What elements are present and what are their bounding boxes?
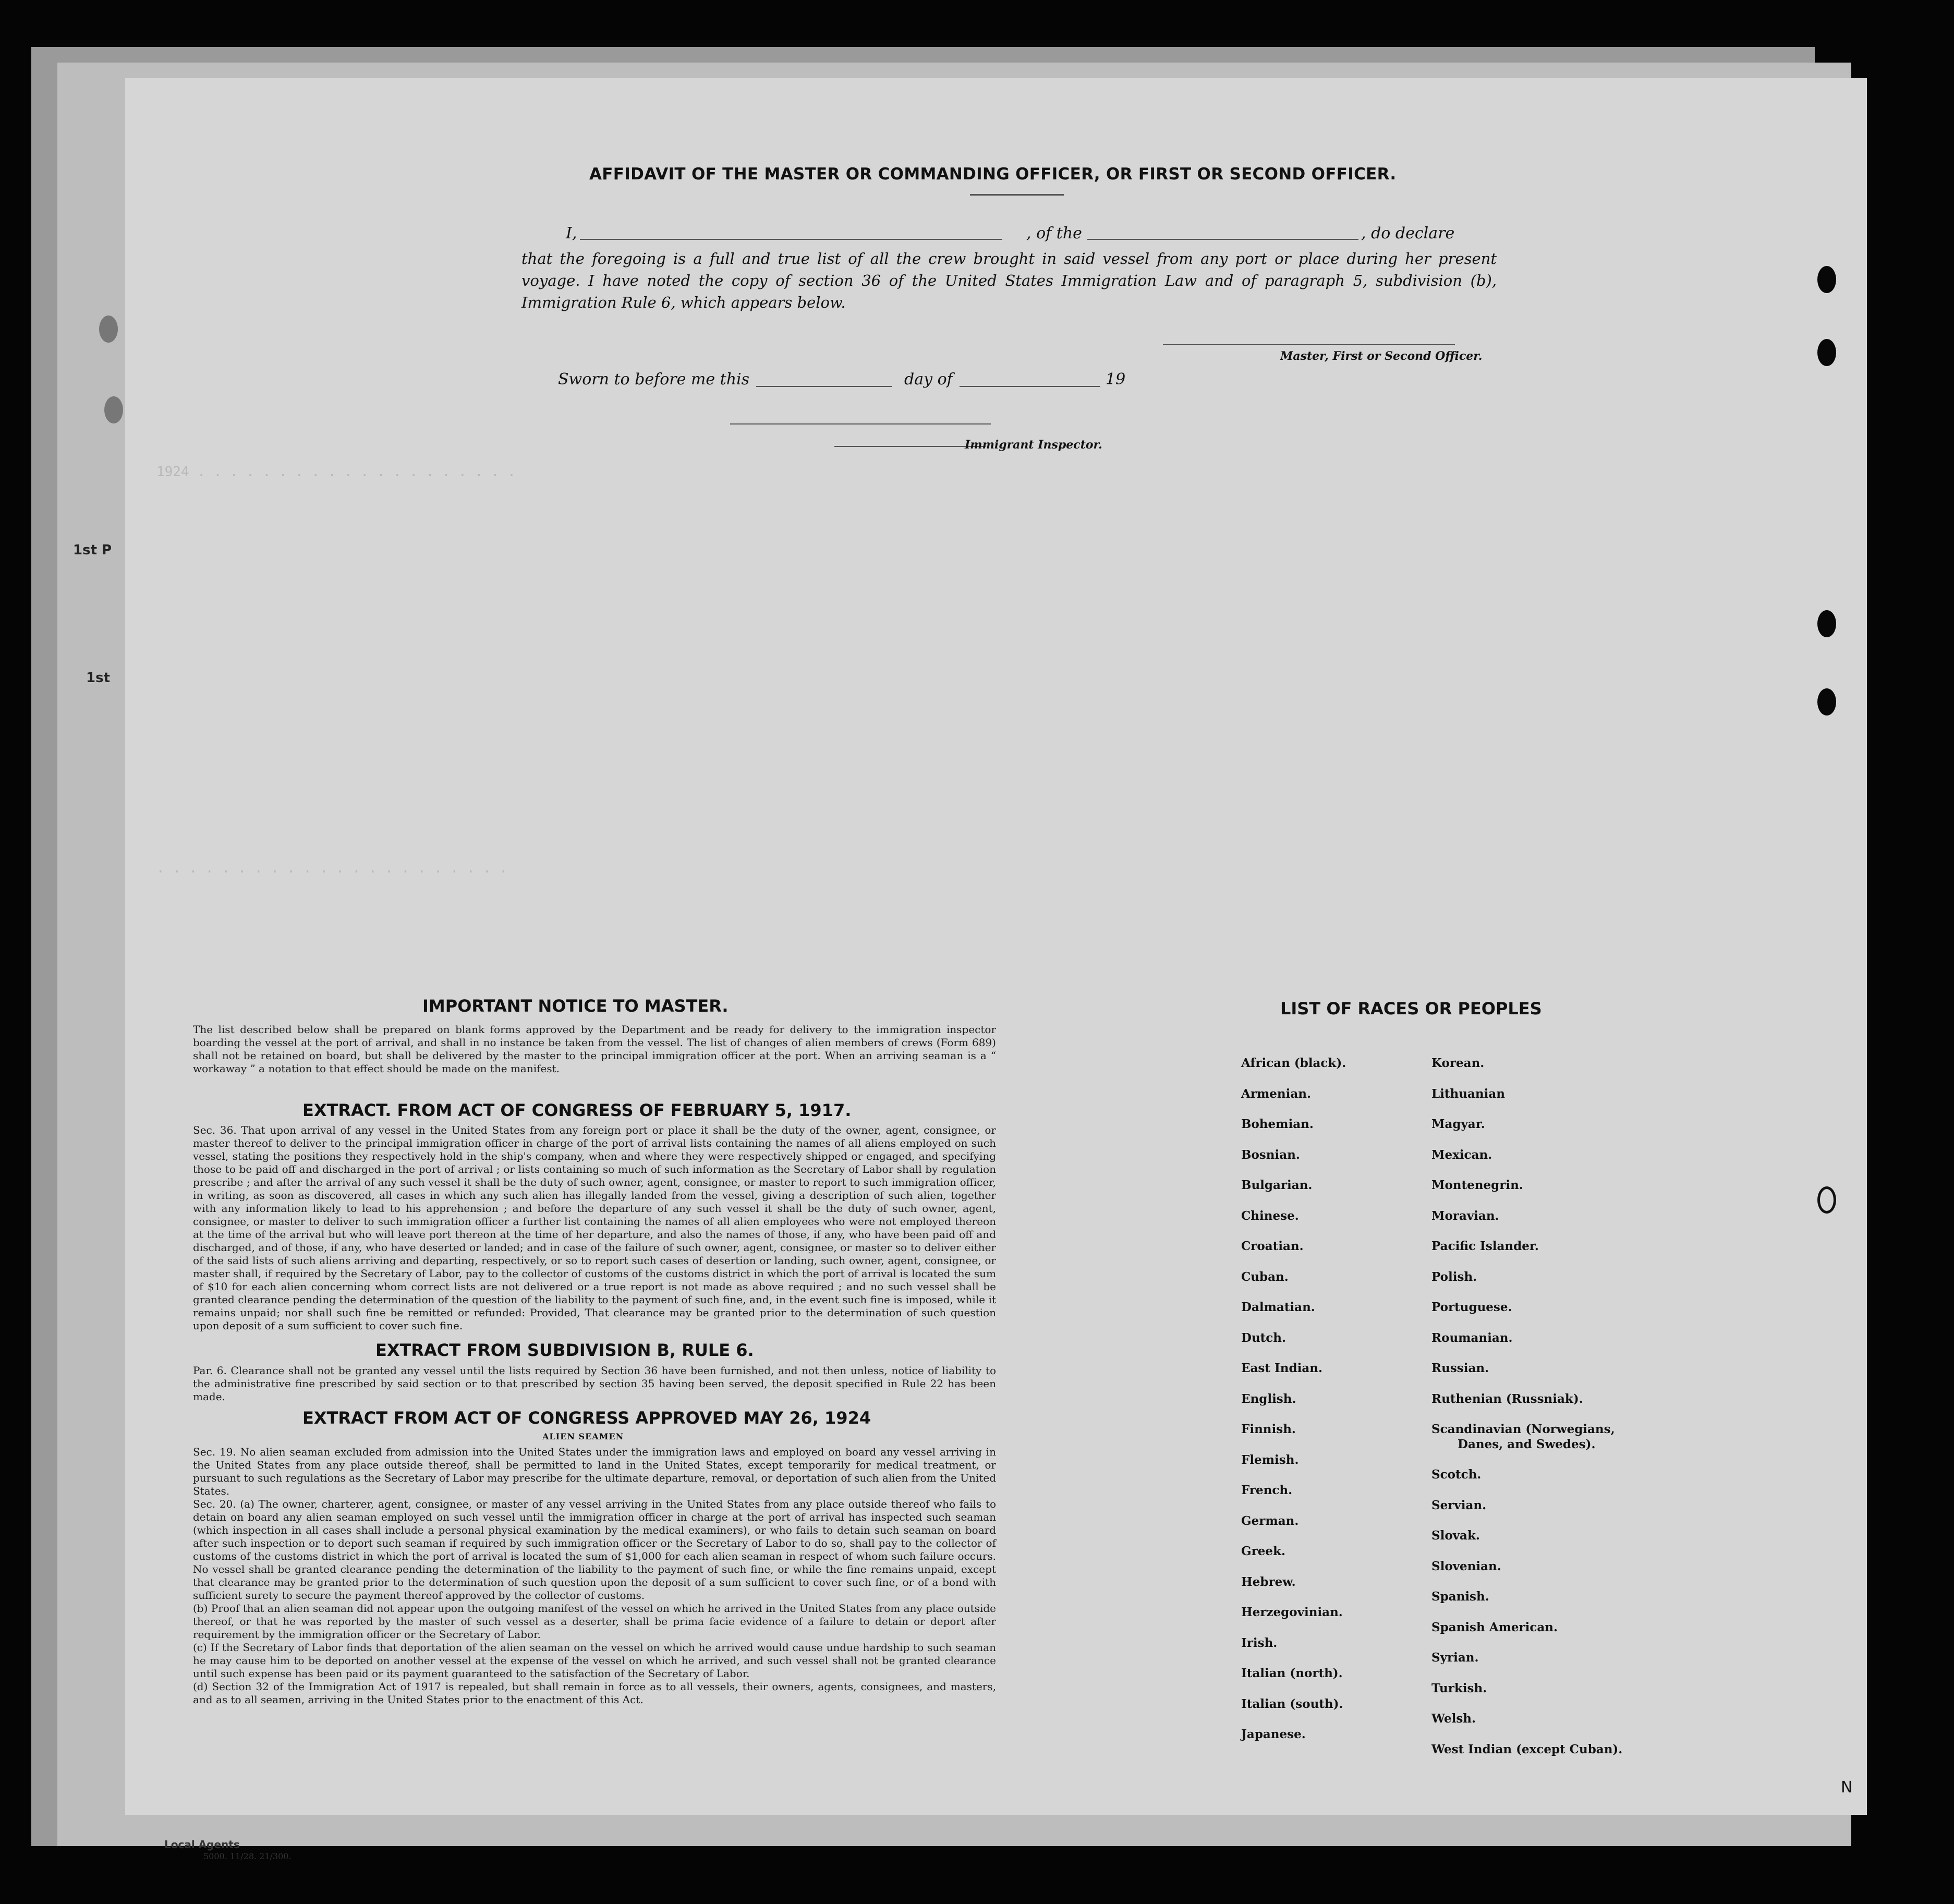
race-item: Scotch. (1431, 1468, 1482, 1482)
of-the-label: , of the (1026, 224, 1082, 242)
bottom-margin-label: Local Agents (164, 1838, 240, 1851)
race-item: Irish. (1241, 1635, 1278, 1650)
race-item: Hebrew. (1241, 1574, 1296, 1589)
punch-hole (1817, 266, 1836, 293)
punch-hole (1817, 339, 1836, 366)
extract-1917-body: Sec. 36. That upon arrival of any vessel in the United States from any foreign port or place it shall be the duty of the owner, agent, consignee, or master thereof to deliver to the principal immigration officer in charge of the port of arrival lists containing the names of all aliens employed on such vessel, stating the positions they respectively hold in the ship's company, when and where they were respectively shipped or engaged, and specifying those to be paid off and discharged in the port of arrival ; or lists containing so much of such information as the Secretary of Labor shall by regulation prescribe ; and after the arrival of any such vessel it shall be the duty of such owner, agent, consignee, or master to report to such immigration officer, in writing, as soon as discovered, all cases in which any such alien has illegally landed from the vessel, giving a description of such alien, together with any information likely to lead to his apprehension ; and before the departure of any such vessel it shall be the duty of such owner, agent, consignee, or master to deliver to such immigration officer a further list containing the names of all alien employees who were not employed thereon at the time of the arrival but who will leave port thereon at the time of her departure, and also the names of those, if any, who have been paid off and discharged, and of those, if any, who have deserted or landed; and in case of the failure of such owner, agent, consignee, or master so to deliver either of the said lists of such aliens arriving and departing, respectively, or so to report such cases of desertion or landing, such owner, agent, consignee, or master shall, if required by the Secretary of Labor, pay to the collector of customs of the customs district in which the port of arrival is located the sum of $10 for each alien concerning whom correct lists are not delivered or a true report is not made as above required ; and no such vessel shall be granted clearance pending the determination of the question of the liability to the payment of such fine, and, in the event such fine is imposed, while it remains unpaid; nor shall such fine be remitted or refunded: Provided, That clearance may be granted prior to the determination of such question upon deposit of a sum sufficient to cover such fine. (193, 1124, 996, 1332)
manifest-page: 1924 . . . . . . . . . . . . . . . . . . . . . . . . . . . . . . . . . . . . . . . . . . AFFIDAVIT OF THE MASTER OR COMMANDING OFFICER, OR FIRST OR SECOND OFFICER. I, , of the , do declare that the foregoing is a full and true list of all the crew brought in said vessel from any port or place during her present voyage. I have noted the copy of section 36 of the United States Immigration Law and of paragraph 5, subdivision (b), Immigration Rule 6, which appears below. Master, First or Second Officer. Sworn to before me this day of 19 Immigrant Inspector. IMPORTANT NOTICE TO MASTER. The list described below shall be prepared on blank forms approved by the Department and be ready for delivery to the immigration inspector boarding the vessel at the port of arrival, and shall in no instance be taken from the vessel. The list of changes of alien members of crews (Form 689) shall not be retained on board, but shall be delivered by the master to the principal immigration officer at the port. When an arriving seaman is a “ workaway ” a notation to that effect should be made on the manifest. EXTRACT. FROM ACT OF CONGRESS OF FEBRUARY 5, 1917. Sec. 36. That upon arrival of any vessel in the United States from any foreign port or place it shall be the duty of the owner, agent, consignee, or master thereof to deliver to the principal immigration officer in charge of the port of arrival lists containing the names of all aliens employed on such vessel, stating the positions they respectively hold in the ship's company, when and where they were respectively shipped or engaged, and specifying those to be paid off and discharged in the port of arrival ; or lists containing so much of such information as the Secretary of Labor shall by regulation prescribe ; and after the arrival of any such vessel it shall be the duty of such owner, agent, consignee, or master to report to such immigration officer, in writing, as soon as discovered, all cases in which any such alien has illegally landed from the vessel, giving a description of such alien, together with any information likely to lead to his apprehension ; and before the departure of any such vessel it shall be the duty of such owner, agent, consignee, or master to deliver to such immigration officer a further list containing the names of all alien employees who were not employed thereon at the time of the arrival but who will leave port thereon at the time of her departure, and also the names of those, if any, who have been paid off and discharged, and of those, if any, who have deserted or landed; and in case of the failure of such owner, agent, consignee, or master so to deliver either of the said lists of such aliens arriving and departing, respectively, or so to report such cases of desertion or landing, such owner, agent, consignee, or master shall, if required by the Secretary of Labor, pay to the collector of customs of the customs district in which the port of arrival is located the sum of $10 for each alien concerning whom correct lists are not delivered or a true report is not made as above required ; and no such vessel shall be granted clearance pending the determination of the question of the liability to the payment of such fine, and, in the event such fine is imposed, while it remains unpaid; nor shall such fine be remitted or refunded: Provided, That clearance may be granted prior to the determination of such question upon deposit of a sum sufficient to cover such fine. EXTRACT FROM SUBDIVISION B, RULE 6. Par. 6. Clearance shall not be granted any vessel until the lists required by Section 36 have been furnished, and not then unless, notice of liability to the administrative fine prescribed by said section or to that prescribed by section 35 having been served, the deposit specified in Rule 22 has been made. EXTRACT FROM ACT OF CONGRESS APPROVED MAY 26, 1924 ALIEN SEAMEN Sec. 19. No alien seaman excluded from admission into the United States under the immigration laws and employed on board any vessel arriving in the United States from any place outside thereof, shall be permitted to land in the United States, except temporarily for medical treatment, or pursuant to such regulations as the Secretary of Labor may prescribe for the ultimate departure, removal, or deportation of such alien from the United States. Sec. 20. (a) The owner, charterer, agent, consignee, or master of any vessel arriving in the United States from any place outside thereof who fails to detain on board any alien seaman employed on such vessel until the immigration officer in charge at the port of arrival has inspected such seaman (which inspection in all cases shall include a personal physical examination by the medical examiners), or who fails to detain such seaman on board after such inspection or to deport such seaman if required by such immigration officer or the Secretary of Labor to do so, shall pay to the collector of customs of the customs district in which the port of arrival is located the sum of $1,000 for each alien seaman in respect of whom such failure occurs. No vessel shall be granted clearance pending the determination of the liability to the payment of such fine, or while the fine remains unpaid, except that clearance may be granted prior to the determination of such question upon the deposit of a sum sufficient to cover such fine, or of a bond with sufficient surety to secure the payment thereof approved by the collector of customs. (b) Proof that an alien seaman did not appear upon the outgoing manifest of the vessel on which he arrived in the United States from any place outside thereof, or that he was reported by the master of such vessel as a deserter, shall be prima facie evidence of a failure to detain or deport after requirement by the immigration officer or the Secretary of Labor. (c) If the Secretary of Labor finds that deportation of the alien seaman on the vessel on which he arrived would cause undue hardship to such seaman he may cause him to be deported on another vessel at the expense of the vessel on which he arrived, and such vessel shall not be granted clearance until such expense has been paid or its payment guaranteed to the satisfaction of the Secretary of Labor. (d) Section 32 of the Immigration Act of 1917 is repealed, but shall remain in force as to all vessels, their owners, agents, consignees, and masters, and as to all seamen, arriving in the United States prior to the enactment of this Act. LIST OF RACES OR PEOPLES African (black). Armenian. Bohemian. Bosnian. Bulgarian. Chinese. Croatian. Cuban. Dalmatian. Dutch. East Indian. English. Finnish. Flemish. French. German. Greek. Hebrew. Herzegovinian. Irish. Italian (north). Italian (south). Japanese. Korean. Lithuanian Magyar. Mexican. Montenegrin. Moravian. Pacific Islander. Polish. Portuguese. Roumanian. Russian. Ruthenian (Russniak). Scandinavian (Norwegians, Danes, and Swedes). Scotch. Servian. Slovak. Slovenian. Spanish. Spanish American. Syrian. Turkish. Welsh. West Indian (except Cuban). N (125, 78, 1867, 1815)
race-item: Slovenian. (1431, 1559, 1501, 1573)
punch-hole-outline (1817, 1186, 1836, 1214)
margin-label-left: 1st (86, 670, 110, 686)
notice-body: The list described below shall be prepared on blank forms approved by the Department and be ready for delivery to the immigration inspector boarding the vessel at the port of arrival, and shall in no instance be taken from the vessel. The list of changes of alien members of crews (Form 689) shall not be retained on board, but shall be delivered by the master to the principal immigration officer at the port. When an arriving seaman is a “ workaway ” a notation to that effect should be made on the manifest. (193, 1023, 996, 1075)
race-item: Mexican. (1431, 1147, 1492, 1162)
races-title: LIST OF RACES OR PEOPLES (1280, 999, 1542, 1018)
race-item: Bosnian. (1241, 1147, 1300, 1162)
corner-mark: N (1841, 1778, 1853, 1797)
signature-label: Master, First or Second Officer. (1280, 349, 1483, 363)
day-of-label: day of (904, 370, 953, 389)
race-item: Greek. (1241, 1544, 1285, 1558)
punch-hole (1817, 610, 1836, 637)
sworn-month-line[interactable] (960, 386, 1100, 387)
race-item: East Indian. (1241, 1361, 1322, 1375)
race-item: Roumanian. (1431, 1330, 1513, 1345)
affidavit-body: that the foregoing is a full and true list of all the crew brought in said vessel from any port or place during her present voyage. I have noted the copy of section 36 of the United States Immigration Law and of paragraph 5, subdivision (b), Immigration Rule 6, which appears below. (521, 250, 1497, 311)
extract-1924-sec20c: (c) If the Secretary of Labor finds that deportation of the alien seaman on the vessel on which he arrived would cause undue hardship to such seaman he may cause him to be deported on another vessel at the expense of the vessel on which he arrived, and such vessel shall not be granted clearance until such expense has been paid or its payment guaranteed to the satisfaction of the Secretary of Labor. (193, 1641, 996, 1680)
race-item: English. (1241, 1391, 1296, 1406)
punch-hole (1817, 688, 1836, 715)
vessel-line[interactable] (1087, 239, 1358, 240)
signature-line[interactable] (1163, 344, 1455, 345)
race-item: Dalmatian. (1241, 1300, 1315, 1314)
race-item: Montenegrin. (1431, 1178, 1523, 1192)
extract-1924-sec20d: (d) Section 32 of the Immigration Act of 1917 is repealed, but shall remain in force as to all vessels, their owners, agents, consignees, and masters, and as to all seamen, arriving in the United States prior to the enactment of this Act. (193, 1680, 996, 1706)
form-number: 5000. 11/28. 21/300. (203, 1851, 292, 1861)
race-item: Japanese. (1241, 1727, 1306, 1741)
title-underline (970, 194, 1064, 196)
race-item: Spanish American. (1431, 1620, 1558, 1634)
inspector-divider (730, 423, 991, 425)
name-line[interactable] (580, 239, 1002, 240)
inspector-label: Immigrant Inspector. (965, 438, 1102, 452)
race-item: Korean. (1431, 1056, 1485, 1070)
race-item: Scandinavian (Norwegians, (1431, 1422, 1615, 1436)
race-item: Portuguese. (1431, 1300, 1512, 1314)
year-label: 19 (1106, 370, 1126, 389)
race-item: Italian (north). (1241, 1666, 1343, 1680)
do-declare-label: , do declare (1361, 224, 1455, 242)
race-item: Magyar. (1431, 1117, 1485, 1131)
race-item: Slovak. (1431, 1529, 1480, 1543)
extract-rule6-title: EXTRACT FROM SUBDIVISION B, RULE 6. (375, 1340, 754, 1360)
race-item: Italian (south). (1241, 1696, 1343, 1711)
race-item: Croatian. (1241, 1239, 1304, 1253)
race-item: Chinese. (1241, 1208, 1299, 1223)
race-item: Polish. (1431, 1269, 1477, 1284)
race-item: Syrian. (1431, 1651, 1479, 1665)
notice-title: IMPORTANT NOTICE TO MASTER. (422, 996, 729, 1016)
race-item: Russian. (1431, 1361, 1489, 1375)
race-item: Herzegovinian. (1241, 1605, 1343, 1619)
race-item: Flemish. (1241, 1452, 1299, 1467)
race-item: Danes, and Swedes). (1458, 1437, 1596, 1451)
race-item: Turkish. (1431, 1681, 1487, 1695)
race-item: Spanish. (1431, 1590, 1489, 1604)
extract-rule6-body: Par. 6. Clearance shall not be granted any vessel until the lists required by Section 36 have been furnished, and not then unless, notice of liability to the administrative fine prescribed by said section or to that prescribed by section 35 having been served, the deposit specified in Rule 22 has been made. (193, 1364, 996, 1403)
affidavit-i-label: I, (566, 224, 577, 242)
race-item: German. (1241, 1513, 1299, 1528)
extract-1917-title: EXTRACT. FROM ACT OF CONGRESS OF FEBRUARY 5, 1917. (302, 1100, 852, 1120)
race-item: Armenian. (1241, 1086, 1312, 1101)
race-item: Ruthenian (Russniak). (1431, 1391, 1583, 1406)
extract-1924-sec19: Sec. 19. No alien seaman excluded from admission into the United States under the immigration laws and employed on board any vessel arriving in the United States from any place outside thereof, shall be permitted to land in the United States, except temporarily for medical treatment, or pursuant to such regulations as the Secretary of Labor may prescribe for the ultimate departure, removal, or deportation of such alien from the United States. (193, 1446, 996, 1497)
sworn-label: Sworn to before me this (558, 370, 750, 389)
race-item: Moravian. (1431, 1208, 1499, 1223)
race-item: African (black). (1241, 1056, 1346, 1070)
race-item: Pacific Islander. (1431, 1239, 1539, 1253)
race-item: Finnish. (1241, 1422, 1296, 1436)
punch-hole (104, 396, 123, 423)
race-item: Cuban. (1241, 1269, 1289, 1284)
extract-1924-subtitle: ALIEN SEAMEN (542, 1432, 624, 1441)
race-item: West Indian (except Cuban). (1431, 1742, 1623, 1756)
extract-1924-sec20b: (b) Proof that an alien seaman did not appear upon the outgoing manifest of the vessel on which he arrived in the United States from any place outside thereof, or that he was reported by the master of such vessel as a deserter, shall be prima facie evidence of a failure to detain or deport after requirement by the immigration officer or the Secretary of Labor. (193, 1602, 996, 1641)
race-item: Welsh. (1431, 1712, 1476, 1726)
races-right-column (1431, 1048, 1622, 1765)
inspector-line[interactable] (834, 446, 986, 447)
punch-hole (99, 316, 118, 343)
extract-1924-sec20a: Sec. 20. (a) The owner, charterer, agent, consignee, or master of any vessel arriving in the United States from any place outside thereof who fails to detain on board any alien seaman employed on such vessel until the immigration officer in charge at the port of arrival has inspected such seaman (which inspection in all cases shall include a personal physical examination by the medical examiners), or who fails to detain such seaman on board after such inspection or to deport such seaman if required by such immigration officer or the Secretary of Labor to do so, shall pay to the collector of customs of the customs district in which the port of arrival is located the sum of $1,000 for each alien seaman in respect of whom such failure occurs. No vessel shall be granted clearance pending the determination of the liability to the payment of such fine, or while the fine remains unpaid, except that clearance may be granted prior to the determination of such question upon the deposit of a sum sufficient to cover such fine, or of a bond with sufficient surety to secure the payment thereof approved by the collector of customs. (193, 1498, 996, 1602)
race-item: Bulgarian. (1241, 1178, 1313, 1192)
extract-1924-title: EXTRACT FROM ACT OF CONGRESS APPROVED MAY 26, 1924 (302, 1408, 871, 1428)
races-left-column (1241, 1048, 1346, 1750)
race-item: Lithuanian (1431, 1086, 1505, 1101)
affidavit-title: AFFIDAVIT OF THE MASTER OR COMMANDING OFFICER, OR FIRST OR SECOND OFFICER. (589, 165, 1397, 184)
race-item: Servian. (1431, 1498, 1487, 1512)
race-item: Dutch. (1241, 1330, 1287, 1345)
sworn-day-line[interactable] (756, 386, 892, 387)
race-item: French. (1241, 1483, 1293, 1497)
race-item: Bohemian. (1241, 1117, 1314, 1131)
margin-label-left: 1st P (73, 542, 112, 558)
